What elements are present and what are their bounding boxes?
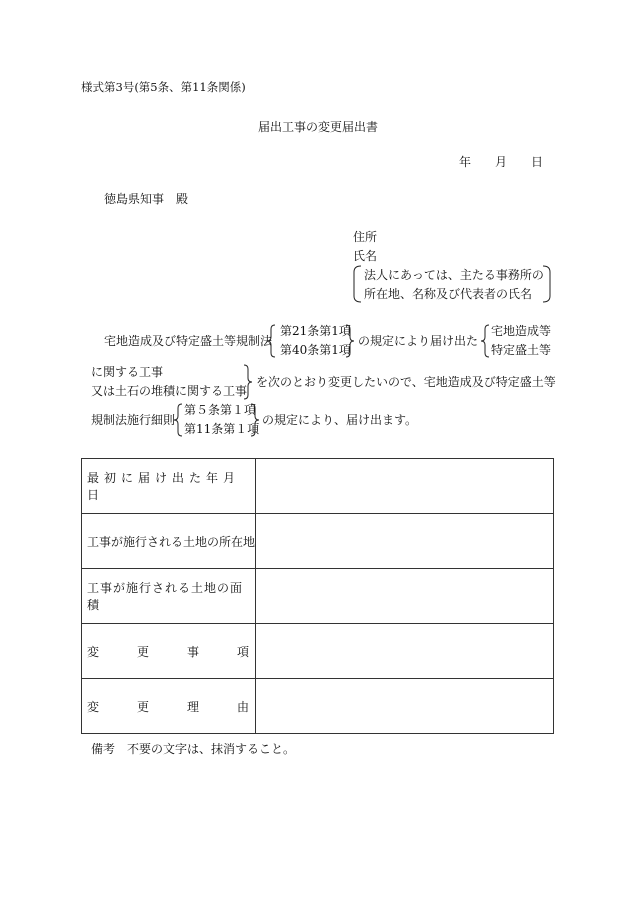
provision-text: の規定により届け出た [358, 334, 479, 348]
date-year: 年 [459, 155, 472, 169]
change-text: を次のとおり変更したいので、宅地造成及び特定盛土等 [256, 375, 556, 389]
row-label [82, 514, 256, 569]
label-char: 更 [136, 699, 149, 714]
change-form-table [81, 458, 554, 734]
reg-article-11: 第11条第１項 [184, 422, 260, 436]
table-row [82, 514, 554, 569]
change-items-field[interactable] [256, 624, 554, 679]
left-brace [480, 324, 490, 358]
label-char: 理 [186, 699, 199, 714]
row-label [82, 569, 256, 624]
change-items-label [87, 643, 255, 660]
address-label: 住所 [353, 230, 378, 244]
related-work-a: に関する工事 [91, 365, 164, 379]
right-brace [345, 324, 355, 358]
left-brace [173, 403, 183, 437]
remarks-note: 備考 不要の文字は、抹消すること。 [91, 742, 296, 756]
right-brace [250, 403, 260, 437]
change-reason-label [87, 698, 255, 715]
corporate-note-line-2: 所在地、名称及び代表者の氏名 [364, 287, 533, 301]
work-type-a: 宅地造成等 [491, 324, 552, 338]
row-label [82, 679, 256, 734]
table-row [82, 459, 554, 514]
related-work-b: 又は土石の堆積に関する工事 [91, 384, 248, 398]
land-location-field[interactable] [256, 514, 554, 569]
land-area-label: 工事が施行される土地の面積 [87, 581, 244, 612]
addressee: 徳島県知事 殿 [104, 192, 189, 206]
name-label: 氏名 [353, 249, 378, 263]
date-month: 月 [495, 155, 508, 169]
law-name: 宅地造成及び特定盛土等規制法 [104, 334, 273, 348]
row-label [82, 624, 256, 679]
change-reason-field[interactable] [256, 679, 554, 734]
work-type-b: 特定盛土等 [491, 343, 552, 357]
table-row [82, 624, 554, 679]
date-day: 日 [531, 155, 544, 169]
form-number: 様式第3号(第5条、第11条関係) [81, 80, 246, 94]
label-char: 変 [87, 699, 100, 714]
land-location-label: 工事が施行される土地の所在地 [87, 534, 256, 549]
corporate-note-line-1: 法人にあっては、主たる事務所の [364, 268, 544, 282]
land-area-field[interactable] [256, 569, 554, 624]
label-char: 項 [236, 644, 249, 659]
regulation-name: 規制法施行細則 [91, 413, 176, 427]
document-title: 届出工事の変更届出書 [258, 120, 379, 134]
label-char: 変 [87, 644, 100, 659]
row-label [82, 459, 256, 514]
label-char: 更 [136, 644, 149, 659]
label-char: 由 [236, 699, 249, 714]
article-21: 第21条第1項 [280, 324, 351, 338]
first-notification-date-label: 最初に届け出た年月日 [87, 471, 241, 502]
reg-article-5: 第５条第１項 [184, 403, 257, 417]
first-notification-date-field[interactable] [256, 459, 554, 514]
article-40: 第40条第1項 [280, 343, 351, 357]
label-char: 事 [186, 644, 199, 659]
right-brace [243, 364, 253, 400]
table-row [82, 569, 554, 624]
left-brace [266, 324, 276, 358]
table-row [82, 679, 554, 734]
closing-text: の規定により、届け出ます。 [262, 413, 418, 427]
